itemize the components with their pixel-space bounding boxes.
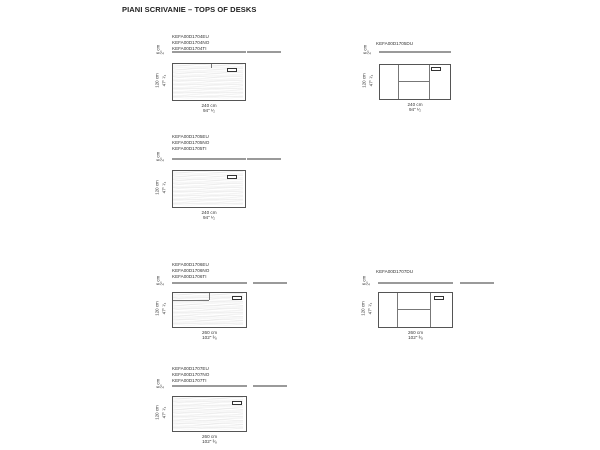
depth-in-label: 47" ¹⁄₄ <box>368 74 374 87</box>
cable-cutout <box>232 296 242 300</box>
panel-seam <box>397 293 398 327</box>
grain-line <box>173 320 243 321</box>
grain-line <box>173 88 243 89</box>
grain-line <box>173 324 243 325</box>
grain-line <box>173 198 243 199</box>
width-in-label: 94" ¹⁄₂ <box>202 108 216 113</box>
width-cm-label: 240 cm <box>201 210 217 215</box>
grain-line <box>173 302 243 303</box>
depth-in-label: 47" ¹⁄₄ <box>161 406 167 419</box>
grain-line <box>173 186 243 187</box>
grain-line <box>173 419 243 420</box>
model-code: KEFA00D1705DU <box>376 41 414 46</box>
thickness-profile <box>172 51 246 53</box>
grain-line <box>173 97 243 98</box>
grain-line <box>173 65 243 66</box>
width-cm-label: 260 cm <box>201 434 218 439</box>
grain-line <box>173 92 243 93</box>
model-code: KEFA00D1706TI <box>172 274 207 280</box>
grain-line <box>173 427 243 428</box>
cable-cutout <box>434 296 444 300</box>
depth-cm-label: 120 cm <box>154 405 160 420</box>
grain-line <box>173 199 243 200</box>
panel-seam <box>430 293 431 327</box>
model-code: KEFA00D1706NO <box>172 268 210 274</box>
grain-line <box>173 185 243 186</box>
grain-line <box>173 417 243 418</box>
grain-line <box>173 78 243 79</box>
grain-line <box>173 410 243 411</box>
grain-line <box>173 420 243 421</box>
grain-line <box>173 80 243 81</box>
width-cm-label: 260 cm <box>407 330 424 335</box>
grain-line <box>173 193 243 194</box>
depth-cm-label: 120 cm <box>360 301 366 316</box>
model-codes <box>376 269 413 275</box>
grain-line <box>173 409 243 410</box>
grain-line <box>173 182 243 183</box>
side-profile <box>460 282 494 284</box>
grain-line <box>173 183 243 184</box>
model-code: KEFA00D1707NO <box>172 372 210 378</box>
width-cm-label: 240 cm <box>407 102 423 107</box>
grain-line <box>173 95 243 96</box>
grain-line <box>173 411 243 412</box>
model-code: KEFA00D1706EU <box>172 262 209 267</box>
thickness-cm-label: 6 cm <box>361 275 367 286</box>
grain-line <box>173 83 243 84</box>
grain-line <box>173 195 243 196</box>
grain-line <box>173 305 243 306</box>
grain-line <box>173 202 243 203</box>
grain-line <box>173 428 243 429</box>
thickness-profile <box>379 51 451 53</box>
grain-line <box>173 189 243 190</box>
model-code: KEFA00D1707EU <box>172 366 209 371</box>
grain-line <box>173 422 243 423</box>
model-code: KEFA00D1704NO <box>172 40 210 46</box>
model-codes <box>376 41 413 47</box>
grain-line <box>173 172 243 173</box>
grain-line <box>173 414 243 415</box>
grain-line <box>173 90 243 91</box>
grain-line <box>173 310 243 311</box>
panel-seam <box>173 300 209 301</box>
width-cm-label: 260 cm <box>201 330 218 335</box>
grain-line <box>173 301 243 302</box>
grain-line <box>173 315 243 316</box>
thickness-in-label: 2" <box>365 281 371 286</box>
grain-line <box>173 399 243 400</box>
page-title: PIANI SCRIVANIE – TOPS OF DESKS <box>122 5 257 14</box>
grain-line <box>173 72 243 73</box>
grain-line <box>173 194 243 195</box>
width-in-label: 102" ³⁄₈ <box>202 439 217 444</box>
depth-in-label: 47" ¹⁄₄ <box>161 302 167 315</box>
model-code: KEFA00D1705NO <box>172 140 210 146</box>
grain-line <box>173 87 243 88</box>
depth-in-label: 47" ¹⁄₄ <box>161 74 167 87</box>
thickness-profile <box>172 158 246 160</box>
thickness-in-label: 2" <box>159 50 165 55</box>
cable-cutout <box>232 401 242 405</box>
grain-line <box>173 322 243 323</box>
grain-line <box>173 421 243 422</box>
depth-cm-label: 120 cm <box>154 180 160 195</box>
grain-line <box>173 425 243 426</box>
thickness-cm-label: 6 cm <box>155 44 161 55</box>
grain-line <box>173 197 243 198</box>
side-profile <box>253 385 287 387</box>
depth-cm-label: 120 cm <box>154 301 160 316</box>
grain-line <box>173 173 243 174</box>
grain-line <box>173 312 243 313</box>
width-in-label: 102" ³⁄₈ <box>202 335 217 340</box>
grain-line <box>173 306 243 307</box>
model-code: KEFA00D1707TI <box>172 378 207 384</box>
grain-line <box>173 179 243 180</box>
cable-cutout <box>227 68 237 72</box>
model-codes <box>172 134 209 153</box>
grain-line <box>173 426 243 427</box>
model-code: KEFA00D1704TI <box>172 46 207 52</box>
grain-line <box>173 204 243 205</box>
thickness-in-label: 2" <box>159 384 165 389</box>
grain-line <box>173 82 243 83</box>
grain-line <box>173 86 243 87</box>
thickness-profile <box>172 282 247 284</box>
grain-line <box>173 407 243 408</box>
grain-line <box>173 187 243 188</box>
model-code: KEFA00D1705EU <box>172 134 209 139</box>
grain-line <box>173 415 243 416</box>
grain-line <box>173 311 243 312</box>
model-codes <box>172 34 209 53</box>
grain-line <box>173 412 243 413</box>
grain-line <box>173 200 243 201</box>
grain-line <box>173 308 243 309</box>
panel-seam <box>398 81 430 82</box>
grain-line <box>173 398 243 399</box>
grain-line <box>173 74 243 75</box>
thickness-in-label: 2" <box>159 281 165 286</box>
grain-line <box>173 93 243 94</box>
grain-line <box>173 190 243 191</box>
model-code: KEFA00D1707DU <box>376 269 414 274</box>
thickness-in-label: 2" <box>366 50 372 55</box>
thickness-cm-label: 6 cm <box>155 151 161 162</box>
depth-cm-label: 120 cm <box>154 73 160 88</box>
grain-line <box>173 79 243 80</box>
grain-line <box>173 307 243 308</box>
thickness-profile <box>172 385 247 387</box>
thickness-cm-label: 6 cm <box>362 44 368 55</box>
grain-line <box>173 424 243 425</box>
depth-cm-label: 120 cm <box>361 73 367 88</box>
width-in-label: 94" ¹⁄₂ <box>408 107 422 112</box>
panel-seam <box>209 293 210 300</box>
grain-line <box>173 318 243 319</box>
grain-line <box>173 323 243 324</box>
width-in-label: 94" ¹⁄₂ <box>202 215 216 220</box>
grain-line <box>173 316 243 317</box>
thickness-cm-label: 6 cm <box>155 378 161 389</box>
thickness-cm-label: 6 cm <box>155 275 161 286</box>
panel-seam <box>397 309 430 310</box>
side-profile <box>247 158 281 160</box>
panel-seam <box>429 65 430 99</box>
depth-in-label: 47" ¹⁄₄ <box>161 181 167 194</box>
grain-line <box>173 313 243 314</box>
side-profile <box>253 282 287 284</box>
grain-line <box>173 181 243 182</box>
grain-line <box>173 406 243 407</box>
grain-line <box>173 76 243 77</box>
model-codes <box>172 366 209 385</box>
thickness-profile <box>378 282 453 284</box>
width-in-label: 102" ³⁄₈ <box>408 335 423 340</box>
grain-line <box>173 203 243 204</box>
grain-line <box>173 96 243 97</box>
grain-line <box>173 317 243 318</box>
panel-seam <box>398 65 399 99</box>
side-profile <box>247 51 281 53</box>
grain-line <box>173 405 243 406</box>
model-code: KEFA00D1704EU <box>172 34 209 39</box>
grain-line <box>173 191 243 192</box>
grain-line <box>173 303 243 304</box>
grain-line <box>173 416 243 417</box>
grain-line <box>173 84 243 85</box>
model-code: KEFA00D1705TI <box>172 146 207 152</box>
cable-cutout <box>227 175 237 179</box>
grain-line <box>173 91 243 92</box>
width-cm-label: 240 cm <box>201 103 217 108</box>
panel-seam <box>211 64 212 68</box>
grain-line <box>173 66 243 67</box>
thickness-in-label: 2" <box>159 157 165 162</box>
cable-cutout <box>431 67 441 71</box>
model-codes <box>172 262 209 281</box>
grain-line <box>173 75 243 76</box>
depth-in-label: 47" ¹⁄₄ <box>367 302 373 315</box>
grain-line <box>173 321 243 322</box>
